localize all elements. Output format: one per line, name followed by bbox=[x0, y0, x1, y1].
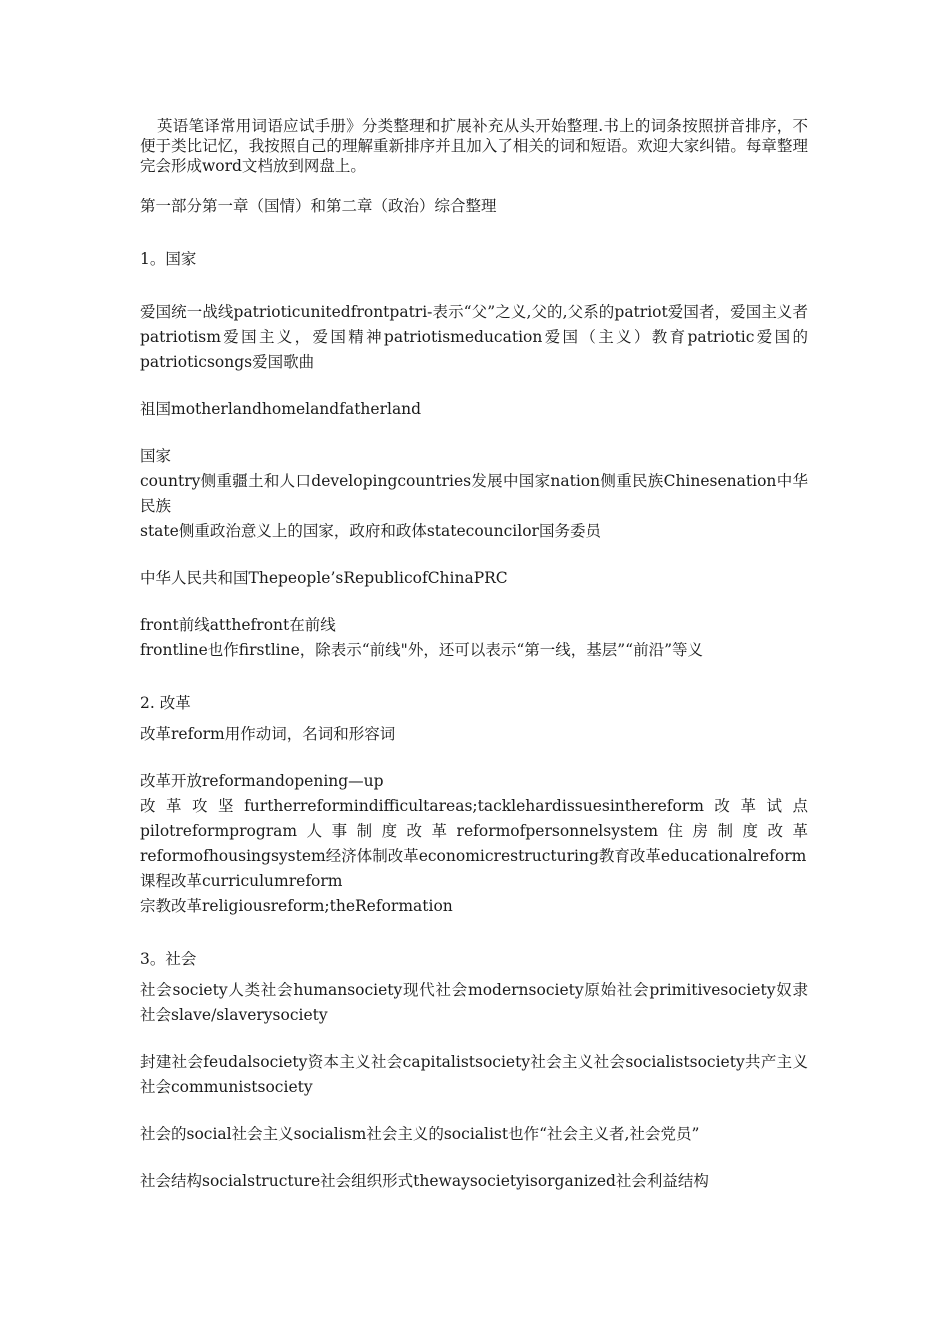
part-title: 第一部分第一章（国情）和第二章（政治）综合整理 bbox=[140, 197, 497, 215]
section-country bbox=[140, 247, 808, 663]
paragraph-frontline: frontline也作firstline，除表示“前线"外，还可以表示“第一线，基层”“前沿”等义 bbox=[140, 641, 704, 659]
section-heading: 3。社会 bbox=[140, 950, 197, 968]
paragraph-curriculum: 课程改革curriculumreform bbox=[140, 872, 343, 890]
paragraph-social: 社会的social社会主义socialism社会主义的socialist也作“社会主义者,社会党员” bbox=[140, 1125, 700, 1143]
section-heading: 1。国家 bbox=[140, 250, 197, 268]
paragraph-religious: 宗教改革religiousreform;theReformation bbox=[140, 897, 453, 915]
paragraph-front: front前线atthefront在前线 bbox=[140, 616, 336, 634]
paragraph-patriot: 爱国统一战线patrioticunitedfrontpatri-表示“父”之义,父的,父系的patriot爱国者，爱国主义者patriotism爱国主义，爱国精神patriotismeducation爱国（主义）教育patriotic爱国的patrioticsongs爱国歌曲 bbox=[140, 303, 808, 371]
paragraph-state: state侧重政治意义上的国家，政府和政体statecouncilor国务委员 bbox=[140, 522, 601, 540]
paragraph-prc: 中华人民共和国Thepeople’sRepublicofChinaPRC bbox=[140, 569, 508, 587]
paragraph-feudal: 封建社会feudalsociety资本主义社会capitalistsociety社会主义社会socialistsociety共产主义社会communistsociety bbox=[140, 1053, 808, 1096]
paragraph-structure: 社会结构socialstructure社会组织形式thewaysocietyisorganized社会利益结构 bbox=[140, 1172, 709, 1190]
paragraph-motherland: 祖国motherlandhomelandfatherland bbox=[140, 400, 422, 418]
intro-paragraph: 英语笔译常用词语应试手册》分类整理和扩展补充从头开始整理.书上的词条按照拼音排序，不便于类比记忆，我按照自己的理解重新排序并且加入了相关的词和短语。欢迎大家纠错。每章整理完会形成word文档放到网盘上。 bbox=[140, 117, 808, 175]
paragraph-country: country侧重疆土和人口developingcountries发展中国家nation侧重民族Chinesenation中华民族 bbox=[140, 472, 808, 515]
section-heading: 2. 改革 bbox=[140, 694, 191, 712]
paragraph-reform: 改革reform用作动词，名词和形容词 bbox=[140, 725, 396, 743]
paragraph-opening: 改革开放reformandopening—up bbox=[140, 772, 384, 790]
paragraph-guojia: 国家 bbox=[140, 447, 172, 465]
paragraph-society: 社会society人类社会humansociety现代社会modernsociety原始社会primitivesociety奴隶社会slave/slaverysociety bbox=[140, 981, 808, 1024]
section-reform bbox=[140, 691, 808, 919]
section-society bbox=[140, 947, 808, 1194]
paragraph-difficult: 改革攻坚furtherreformindifficultareas;tacklehardissuesinthereform改革试点pilotreformprogram人事制度改革reformofpersonnelsystem住房制度改革reformofhousingsystem经济体制改革economicrestructuring教育改革educationalreform bbox=[140, 797, 808, 865]
